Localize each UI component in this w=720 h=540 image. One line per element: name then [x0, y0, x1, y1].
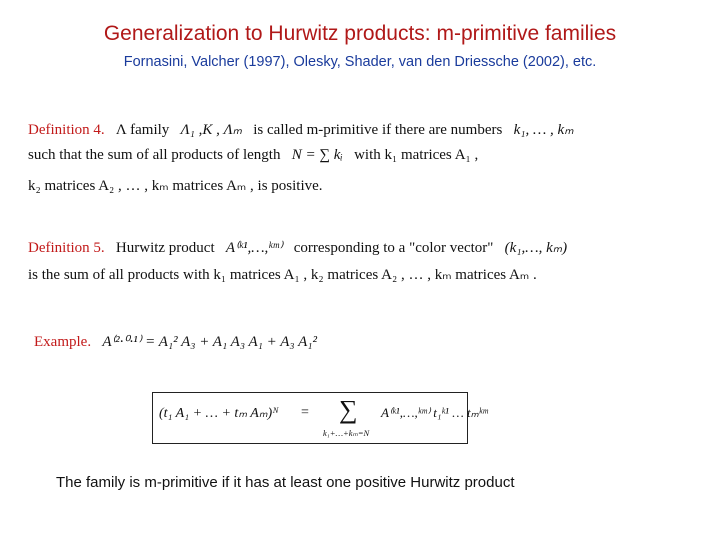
- boxed-formula-sum-index: k₁+…+kₘ=N: [323, 428, 370, 438]
- definition-5-line-2: is the sum of all products with k₁ matrices A₁ , k₂ matrices A₂ , … , kₘ matrices Aₘ .: [28, 267, 537, 283]
- boxed-formula-equals: =: [301, 405, 309, 420]
- example-line: [34, 332, 317, 351]
- definition-5-hurwitz-text: Hurwitz product: [115, 240, 215, 256]
- boxed-formula-rhs: A⁽ᵏ¹,…,ᵏᵐ⁾ t₁ᵏ¹ … tₘᵏᵐ: [381, 405, 488, 420]
- definition-4-family-symbols: Λ₁ ,K , Λₘ: [180, 122, 242, 138]
- slide-authors: Fornasini, Valcher (1997), Olesky, Shader, van den Driessche (2002), etc.: [123, 54, 597, 70]
- definition-4-called-text: is called m-primitive if there are numbers: [253, 122, 503, 138]
- definition-4-sum-text: such that the sum of all products of length: [28, 147, 281, 163]
- definition-4-family-text: Λ family: [115, 122, 170, 138]
- boxed-formula-lhs: (t₁ A₁ + … + tₘ Aₘ)ᴺ: [159, 406, 279, 421]
- definition-5-color-vector: (k₁,…, kₘ): [504, 240, 568, 256]
- definition-5-hurwitz-symbol: A⁽ᵏ¹,…,ᵏᵐ⁾: [225, 240, 283, 256]
- definition-4-label: Definition 4.: [28, 122, 105, 138]
- definition-4-numbers: k₁, … , kₘ: [513, 122, 574, 138]
- summation-symbol: ∑: [339, 395, 358, 424]
- definition-5-color-text: corresponding to a "color vector": [293, 240, 494, 256]
- example-formula: A⁽²·⁰·¹⁾ = A₁² A₃ + A₁ A₃ A₁ + A₃ A₁²: [102, 334, 317, 350]
- definition-5-label: Definition 5.: [28, 240, 105, 256]
- footer-statement: The family is m-primitive if it has at least one positive Hurwitz product: [56, 474, 515, 491]
- slide-title: Generalization to Hurwitz products: m-primitive families: [103, 22, 617, 45]
- definition-4-line-1: [28, 120, 574, 139]
- definition-5-line-1: [28, 238, 567, 257]
- example-label: Example.: [34, 334, 92, 350]
- definition-4-length-equation: N = ∑ kᵢ: [291, 147, 343, 163]
- definition-4-line-3: k₂ matrices A₂ , … , kₘ matrices Aₘ , is positive.: [28, 178, 323, 194]
- definition-4-with-text: with k₁ matrices A₁ ,: [354, 147, 479, 163]
- boxed-formula: [152, 392, 488, 444]
- definition-4-line-2: [28, 147, 478, 164]
